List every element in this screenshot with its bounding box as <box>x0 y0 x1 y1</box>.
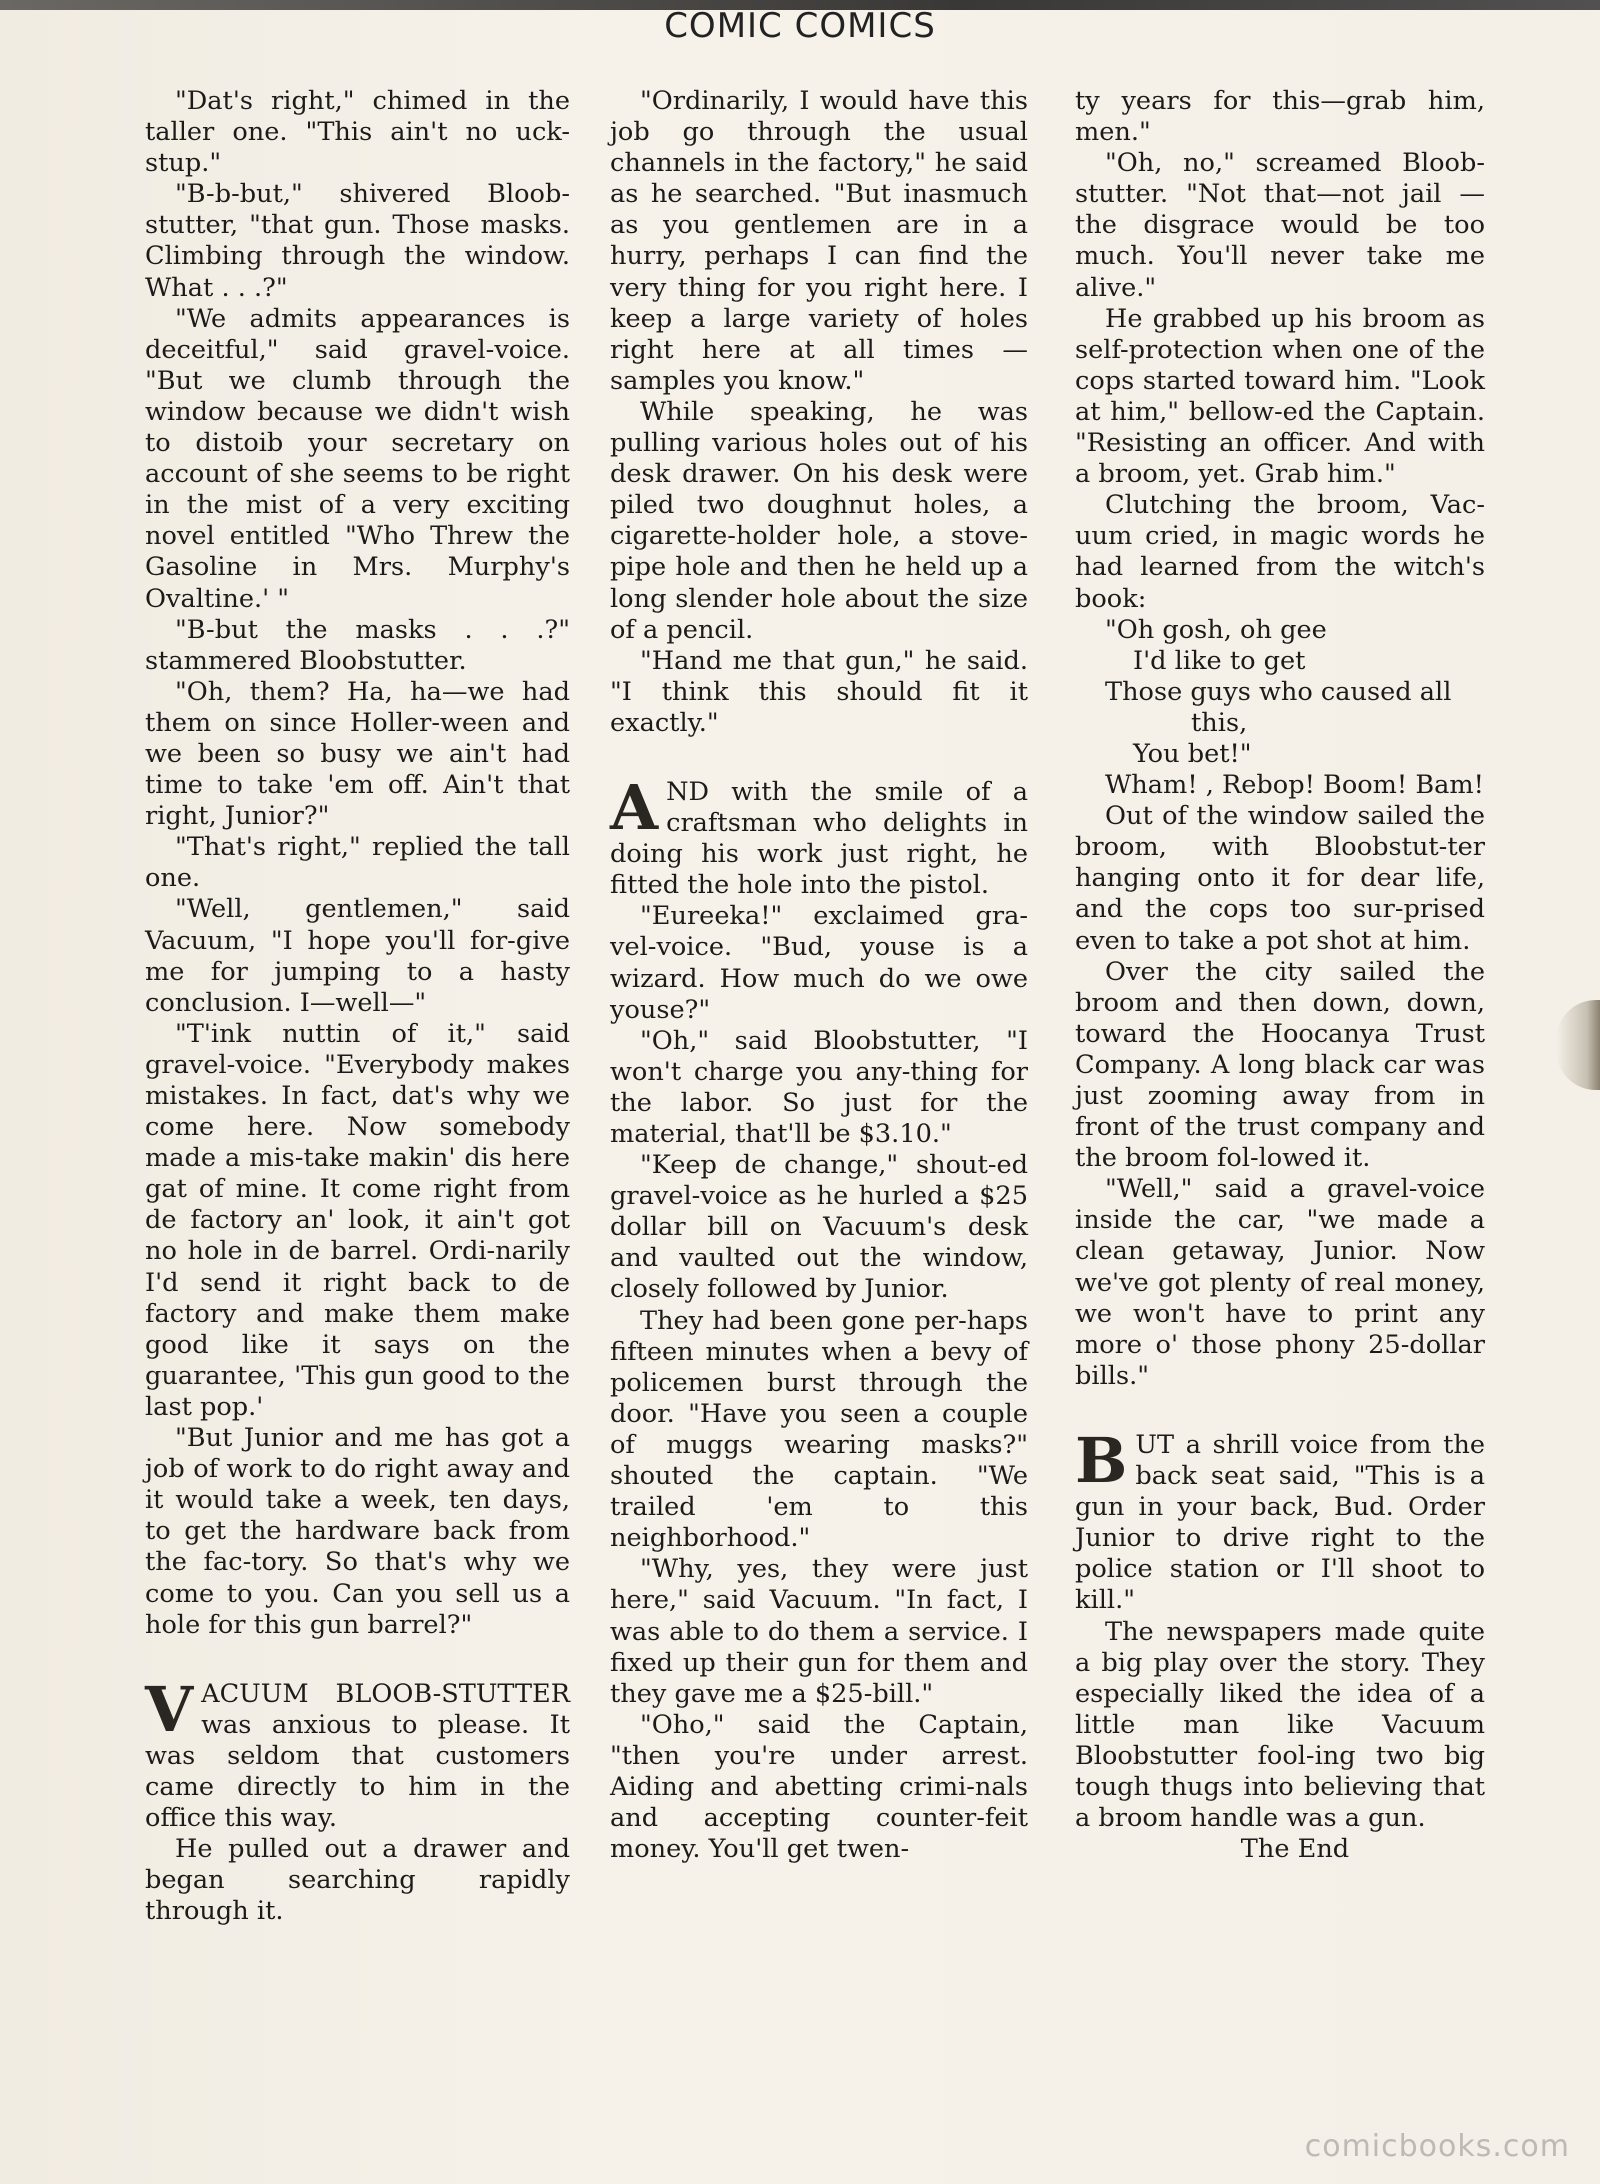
paragraph: "But Junior and me has got a job of work to do right away and it would take a week, ten days, to get the hardware back from the fac-tory. So that's why we come to you. Can you sell us a hole for this gun barrel?" <box>145 1423 570 1640</box>
paragraph: "Well," said a gravel-voice inside the car, "we made a clean getaway, Junior. Now we've got plenty of real money, we won't have to print any more o' those phony 25-dollar bills." <box>1075 1174 1485 1391</box>
text-column-2 <box>610 86 1028 1865</box>
paragraph: ty years for this—grab him, men." <box>1075 86 1485 148</box>
verse-line: this, <box>1191 707 1248 738</box>
paragraph: "That's right," replied the tall one. <box>145 832 570 894</box>
page-header: COMIC COMICS <box>664 6 936 46</box>
paragraph: "Oh, them? Ha, ha—we had them on since Holler-ween and we been so busy we ain't had time to take 'em off. Ain't that right, Junior?" <box>145 676 570 832</box>
paragraph: "We admits appearances is deceitful," said gravel-voice. "But we clumb through the window because we didn't wish to distoib your secretary on account of she seems to be right in the mist of a very exciting novel entitled "Who Threw the Gasoline in Mrs. Murphy's Ovaltine.' " <box>145 303 570 614</box>
text-column-1 <box>145 86 570 1927</box>
drop-cap: A <box>610 770 659 844</box>
section-start-paragraph <box>1075 1423 1485 1617</box>
paragraph: While speaking, he was pulling various holes out of his desk drawer. On his desk were piled two doughnut holes, a cigarette-holder hole, a stove-pipe hole and then he held up a long slender hole about the size of a pencil. <box>610 396 1028 645</box>
drop-cap: V <box>145 1672 194 1746</box>
page-edge-damage <box>1556 1000 1600 1090</box>
verse-line: Those guys who caused all <box>1105 676 1452 707</box>
watermark: comicbooks.com <box>1304 2129 1570 2164</box>
paragraph: "Dat's right," chimed in the taller one. "This ain't no uck-stup." <box>145 86 570 179</box>
verse-line: I'd like to get <box>1133 645 1306 676</box>
the-end-label: The End <box>1240 1834 1350 1865</box>
section-start-paragraph <box>145 1672 570 1834</box>
verse-line: You bet!" <box>1133 738 1252 769</box>
paragraph: "Keep de change," shout-ed gravel-voice as he hurled a $25 dollar bill on Vacuum's desk and vaulted out the window, closely followed by Junior. <box>610 1150 1028 1305</box>
drop-cap: B <box>1075 1423 1128 1497</box>
paragraph-text: ACUUM BLOOB-STUTTER was anxious to please. It was seldom that customers came directly to him in the office this way. <box>145 1678 570 1834</box>
paragraph: He pulled out a drawer and began searching rapidly through it. <box>145 1834 570 1927</box>
paragraph: Over the city sailed the broom and then down, down, toward the Hoocanya Trust Company. A long black car was just zooming away from in front of the trust company and the broom fol-lowed it. <box>1075 956 1485 1174</box>
paragraph: He grabbed up his broom as self-protection when one of the cops started toward him. "Look at him," bellow-ed the Captain. "Resisting an officer. And with a broom, yet. Grab him." <box>1075 303 1485 490</box>
paragraph: "Oh, no," screamed Bloob-stutter. "Not that—not jail —the disgrace would be too much. You'll never take me alive." <box>1075 148 1485 303</box>
paragraph: "B-but the masks . . .?" stammered Bloobstutter. <box>145 614 570 676</box>
paragraph: "B-b-but," shivered Bloob-stutter, "that gun. Those masks. Climbing through the window. What . . .?" <box>145 179 570 303</box>
paragraph: They had been gone per-haps fifteen minutes when a bevy of policemen burst through the door. "Have you seen a couple of muggs wearing masks?" shouted the captain. "We trailed 'em to this neighborhood." <box>610 1305 1028 1554</box>
text-column-3 <box>1075 86 1485 1865</box>
paragraph: "Well, gentlemen," said Vacuum, "I hope you'll for-give me for jumping to a hasty conclusion. I—well—" <box>145 894 570 1018</box>
paragraph: "Hand me that gun," he said. "I think this should fit it exactly." <box>610 645 1028 738</box>
paragraph: The newspapers made quite a big play over the story. They especially liked the idea of a little man like Vacuum Bloobstutter fool-ing two big tough thugs into believing that a broom handle was a gun. <box>1075 1616 1485 1834</box>
paragraph: "Oh," said Bloobstutter, "I won't charge you any-thing for the labor. So just for the material, that'll be $3.10." <box>610 1025 1028 1149</box>
verse-line: "Oh gosh, oh gee <box>1105 614 1327 645</box>
section-start-paragraph <box>610 770 1028 901</box>
paragraph-text: ND with the smile of a craftsman who delights in doing his work just right, he fitted the hole into the pistol. <box>610 776 1028 901</box>
paragraph: Clutching the broom, Vac-uum cried, in magic words he had learned from the witch's book: <box>1075 490 1485 614</box>
paragraph-text: UT a shrill voice from the back seat said, "This is a gun in your back, Bud. Order Junior to drive right to the police station or I'll shoot to kill." <box>1075 1429 1485 1616</box>
paragraph: "T'ink nuttin of it," said gravel-voice. "Everybody makes mistakes. In fact, dat's why we come here. Now somebody made a mis-take makin' dis here gat of mine. It come right from de factory an' look, it ain't got no hole in de barrel. Ordi-narily I'd send it right back to de factory and make them make good like it says on the guarantee, 'This gun good to the last pop.' <box>145 1018 570 1422</box>
paragraph: "Why, yes, they were just here," said Vacuum. "In fact, I was able to do them a service. I fixed up their gun for them and they gave me a $25-bill." <box>610 1554 1028 1709</box>
paragraph: Wham! , Rebop! Boom! Bam! <box>1105 770 1484 801</box>
paragraph: "Oho," said the Captain, "then you're under arrest. Aiding and abetting crimi-nals and accepting counter-feit money. You'll get twen- <box>610 1709 1028 1865</box>
paragraph: "Eureeka!" exclaimed gra-vel-voice. "Bud, youse is a wizard. How much do we owe youse?" <box>610 901 1028 1025</box>
paragraph: "Ordinarily, I would have this job go through the usual channels in the factory," he said as he searched. "But inasmuch as you gentlemen are in a hurry, perhaps I can find the very thing for you right here. I keep a large variety of holes right here at all times — samples you know." <box>610 86 1028 396</box>
paragraph: Out of the window sailed the broom, with Bloobstut-ter hanging onto it for dear life, and the cops too sur-prised even to take a pot shot at him. <box>1075 801 1485 956</box>
